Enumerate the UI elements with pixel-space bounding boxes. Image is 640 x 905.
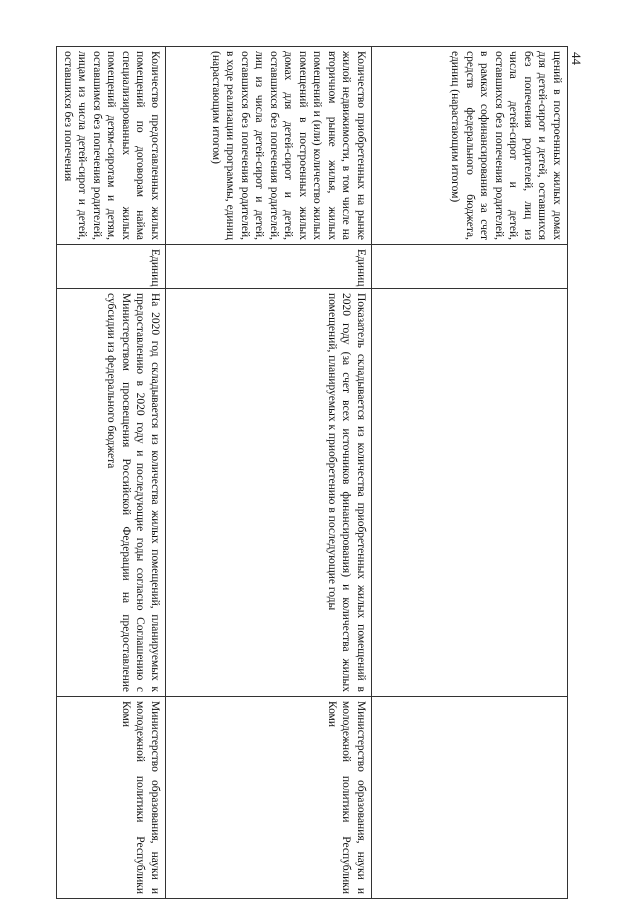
unit-cell: Единиц	[166, 245, 372, 289]
table-row	[166, 47, 372, 899]
responsible-cell: Министерство образования, науки и молодежной политики Республики Коми	[57, 697, 166, 899]
rotated-table-container	[62, 46, 568, 898]
method-cell: На 2020 год складывается из количества жилых помещений, планируемых к предоставлению в 2020 году и последующие годы согласно Соглашению с Министерством просвещения Российской Федерации на предоставление субсидии из федерального бюджета	[57, 289, 166, 697]
indicator-cell: щений в построенных жилых домах для детей-сирот и детей, оставшихся без попечения родителей, лиц из числа детей-сирот и детей, оставшихся без попечения родителей, в рамках софинансирования за счет средств федерального бюджета, единиц (нарастающим итогом)	[372, 47, 568, 245]
unit-cell	[372, 245, 568, 289]
indicator-cell: Количество приобретенных на рынке жилой недвижимости, в том числе на вторичном рынке жилья, жилых помещений и (или) количество жилых помещений в построенных жилых домах для детей-сирот и детей, оставшихся без попечения родителей, лиц из числа детей-сирот и детей, оставшихся без попечения родителей, в ходе реализации программы, единиц (нарастающим итогом)	[166, 47, 372, 245]
page-number: 44	[569, 52, 584, 65]
table-row	[57, 47, 166, 899]
table-row	[372, 47, 568, 899]
responsible-cell: Министерство образования, науки и молодежной политики Республики Коми	[166, 697, 372, 899]
unit-cell: Единиц	[57, 245, 166, 289]
method-cell: Показатель складывается из количества приобретенных жилых помещений в 2020 году (за счет всех источников финансирования) и количества жилых помещений, планируемых к приобретению в последующие годы	[166, 289, 372, 697]
responsible-cell	[372, 697, 568, 899]
indicators-table	[57, 46, 569, 899]
method-cell	[372, 289, 568, 697]
indicator-cell: Количество предоставленных жилых помещений по договорам найма специализированных жилых помещений детям-сиротам и детям, оставшимся без попечения родителей, лицам из числа детей-сирот и детей, оставшихся без попечения	[57, 47, 166, 245]
